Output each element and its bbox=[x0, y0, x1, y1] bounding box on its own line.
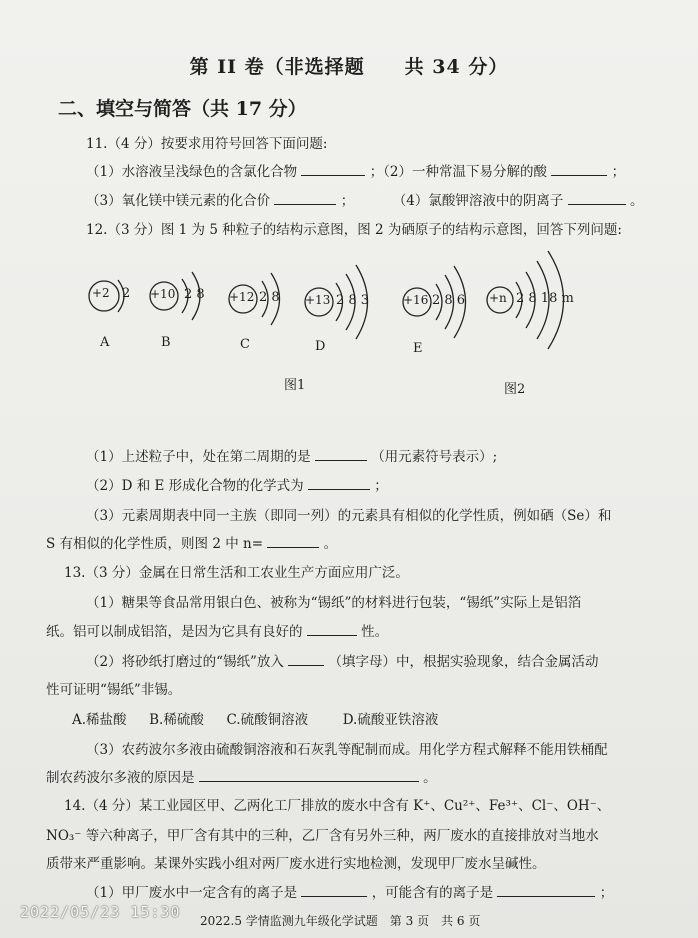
q13-option-b: B.稀硫酸 bbox=[149, 712, 204, 728]
figure-1-label: 图1 bbox=[284, 378, 306, 393]
atom-b-letter: B bbox=[161, 335, 171, 350]
q12-part3-line1: （3）元素周期表中同一主族（即同一列）的元素具有相似的化学性质，例如硒（Se）和 bbox=[86, 508, 612, 524]
q14-part1-end: ； bbox=[599, 885, 614, 901]
atom-e-nucleus: +16 bbox=[403, 293, 429, 307]
atom-a-letter: A bbox=[100, 335, 110, 350]
q13-part2-line1b: （填字母）中，根据实验现象，结合金属活动 bbox=[328, 654, 599, 670]
q12-blank2[interactable] bbox=[308, 475, 370, 490]
q14-part1b: ，可能含有的离子是 bbox=[371, 885, 494, 901]
q13-blank3[interactable] bbox=[199, 767, 419, 782]
section-title: 二、填空与简答（共 17 分） bbox=[58, 98, 307, 120]
q11-part3-end: ； bbox=[340, 193, 355, 209]
se-nucleus: +n bbox=[489, 291, 507, 305]
figure-2-label: 图2 bbox=[504, 382, 526, 397]
volume-title: 第 II 卷（非选择题 共 34 分） bbox=[189, 56, 509, 78]
q12-part2-end: ； bbox=[374, 478, 388, 494]
q12-part1-end: （用元素符号表示）; bbox=[371, 449, 498, 465]
q11-blank2[interactable] bbox=[551, 161, 607, 176]
q13-stem: 13.（3 分）金属在日常生活和工农业生产方面应用广泛。 bbox=[64, 565, 409, 581]
q13-row1 bbox=[46, 620, 388, 640]
q13-option-a: A.稀盐酸 bbox=[72, 712, 127, 728]
q11-part1: （1）水溶液呈浅绿色的含氯化合物 bbox=[86, 164, 298, 180]
atom-c-letter: C bbox=[240, 337, 250, 352]
q13-blank2[interactable] bbox=[288, 651, 324, 666]
q12-part1: （1）上述粒子中，处在第二周期的是 bbox=[86, 449, 311, 465]
q11-part4: （4）氯酸钾溶液中的阴离子 bbox=[392, 193, 564, 209]
photo-timestamp: 2022/05/23 15:30 bbox=[20, 903, 181, 921]
q11-blank4[interactable] bbox=[568, 190, 626, 205]
q13-part1-line1: （1）糖果等食品常用银白色、被称为“锡纸”的材料进行包装，“锡纸”实际上是铝箔 bbox=[86, 595, 582, 611]
q13-part2-line2: 性可证明“锡纸”非锡。 bbox=[46, 682, 182, 698]
q13-part3-line1: （3）农药波尔多液由硫酸铜溶液和石灰乳等配制而成。用化学方程式解释不能用铁桶配 bbox=[86, 742, 608, 758]
atom-b-shells: 2 8 bbox=[184, 287, 205, 302]
q13-part2-line1a: （2）将砂纸打磨过的“锡纸”放入 bbox=[86, 654, 284, 670]
atom-e-letter: E bbox=[413, 341, 423, 356]
q11-stem: 11.（4 分）按要求用符号回答下面问题: bbox=[86, 136, 328, 152]
q13-option-d: D.硫酸亚铁溶液 bbox=[342, 712, 439, 728]
q11-blank3[interactable] bbox=[274, 190, 336, 205]
q12-part3-line2: S 有相似的化学性质，则图 2 中 n= bbox=[46, 536, 264, 552]
atom-a-shells: 2 bbox=[122, 286, 131, 301]
atom-d-nucleus: +13 bbox=[305, 293, 331, 307]
q12-row3 bbox=[46, 532, 337, 552]
atom-diagrams bbox=[60, 248, 660, 398]
atom-d-letter: D bbox=[315, 339, 326, 354]
q13-options bbox=[72, 708, 438, 728]
q11-part3: （3）氧化镁中镁元素的化合价 bbox=[86, 193, 271, 209]
q13-option-c: C.硫酸铜溶液 bbox=[226, 712, 309, 728]
q13-part1-line2: 纸。铝可以制成铝箔，是因为它具有良好的 bbox=[46, 624, 303, 640]
atom-e-shells: 2 8 6 bbox=[432, 293, 466, 308]
q13-row2 bbox=[86, 650, 599, 670]
q12-blank3[interactable] bbox=[267, 533, 319, 548]
q11-row1 bbox=[86, 160, 625, 180]
se-shells: 2 8 18 m bbox=[516, 291, 574, 306]
q12-row1 bbox=[86, 445, 497, 465]
q13-row3 bbox=[46, 766, 437, 786]
q14-line3: 质带来严重影响。某课外实践小组对两厂废水进行实地检测，发现甲厂废水呈碱性。 bbox=[46, 856, 546, 872]
q14-blank2[interactable] bbox=[497, 882, 595, 897]
q12-blank1[interactable] bbox=[315, 446, 367, 461]
q12-part3-end: 。 bbox=[323, 536, 338, 552]
q13-part1-end: 性。 bbox=[361, 624, 389, 640]
q14-part1a: （1）甲厂废水中一定含有的离子是 bbox=[86, 885, 298, 901]
q12-part2: （2）D 和 E 形成化合物的化学式为 bbox=[86, 478, 304, 494]
q12-stem: 12.（3 分）图 1 为 5 种粒子的结构示意图，图 2 为硒原子的结构示意图，回答下列问题: bbox=[86, 222, 622, 238]
atom-b-nucleus: +10 bbox=[150, 287, 176, 301]
atom-c-shells: 2 8 bbox=[259, 290, 280, 305]
q13-part3-line2: 制农药波尔多液的原因是 bbox=[46, 770, 195, 786]
atom-d-shells: 2 8 3 bbox=[336, 293, 370, 308]
page-footer: 2022.5 学情监测九年级化学试题 第 3 页 共 6 页 bbox=[200, 914, 481, 928]
q12-row2 bbox=[86, 474, 388, 494]
q14-stem: 14.（4 分）某工业园区甲、乙两化工厂排放的废水中含有 K⁺、Cu²⁺、Fe³⁺、Cl⁻、OH⁻、 bbox=[64, 798, 611, 814]
q11-row2 bbox=[86, 189, 643, 209]
q11-part2: ；（2）一种常温下易分解的酸 bbox=[369, 164, 548, 180]
atom-c-nucleus: +12 bbox=[229, 290, 255, 304]
q14-row1 bbox=[86, 881, 613, 901]
q11-part4-end: 。 bbox=[629, 193, 644, 209]
q13-blank1[interactable] bbox=[307, 621, 357, 636]
q13-part3-end: 。 bbox=[423, 770, 437, 786]
q11-blank1[interactable] bbox=[301, 161, 365, 176]
q14-blank1[interactable] bbox=[301, 882, 367, 897]
atom-a-nucleus: +2 bbox=[92, 286, 110, 300]
q11-part2-end: ； bbox=[611, 164, 626, 180]
q14-line2: NO₃⁻ 等六种离子，甲厂含有其中的三种，乙厂含有另外三种，两厂废水的直接排放对当地水 bbox=[46, 828, 599, 844]
